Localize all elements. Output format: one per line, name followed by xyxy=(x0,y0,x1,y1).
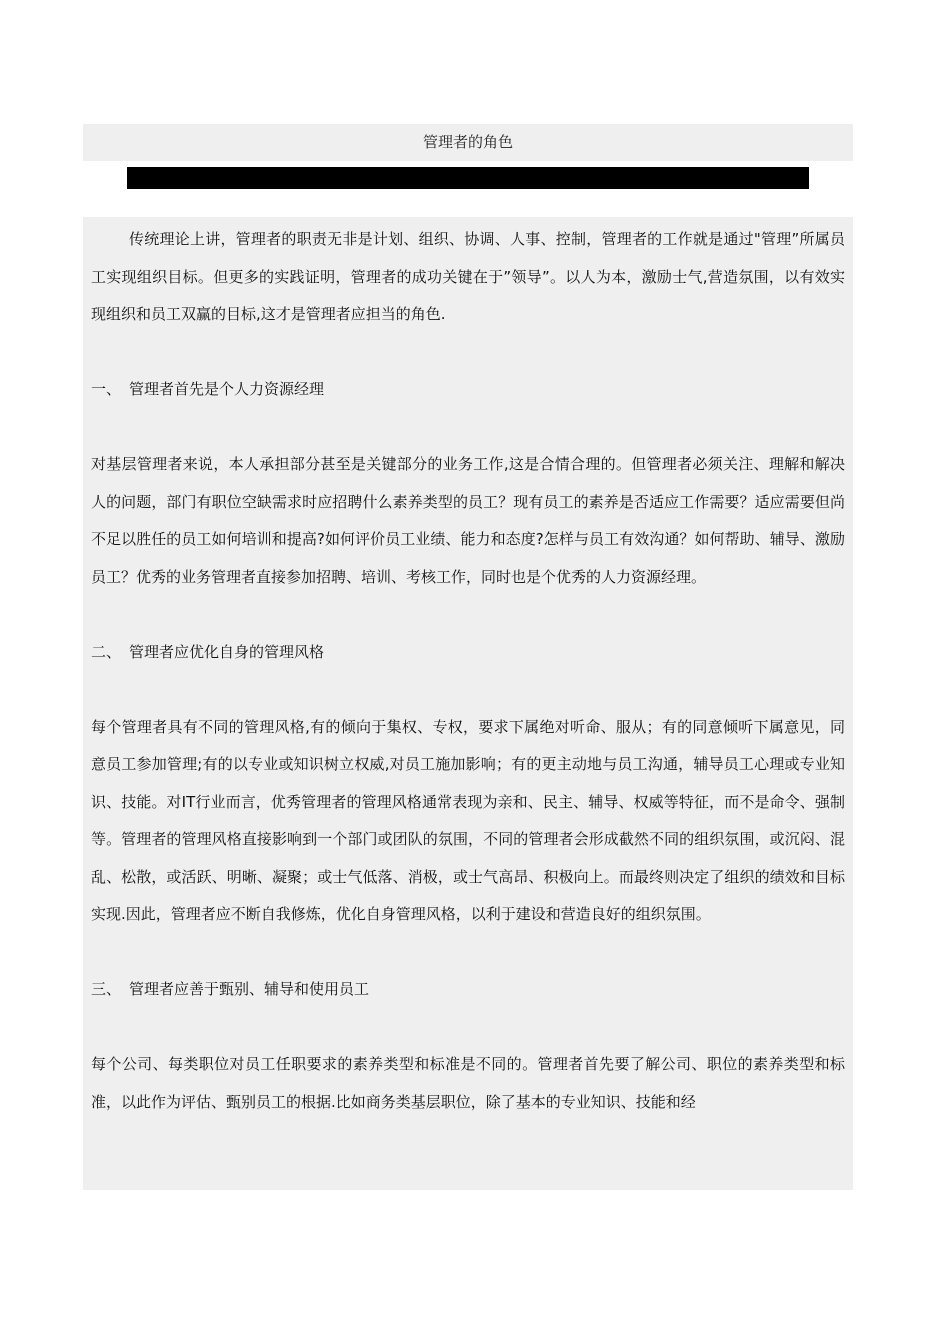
section-body-1: 对基层管理者来说，本人承担部分甚至是关键部分的业务工作,这是合情合理的。但管理者必须关注、理解和解决人的问题，部门有职位空缺需求时应招聘什么素养类型的员工？现有员工的素养是否适应工作需要？适应需要但尚不足以胜任的员工如何培训和提高?如何评价员工业绩、能力和态度?怎样与员工有效沟通？如何帮助、辅导、激励员工？优秀的业务管理者直接参加招聘、培训、考核工作，同时也是个优秀的人力资源经理。 xyxy=(91,455,845,586)
section-title: 管理者应优化自身的管理风格 xyxy=(129,642,325,661)
document-title: 管理者的角色 xyxy=(83,124,853,161)
section-body-2: 每个管理者具有不同的管理风格,有的倾向于集权、专权，要求下属绝对听命、服从；有的同意倾听下属意见，同意员工参加管理;有的以专业或知识树立权威,对员工施加影响；有的更主动地与员工沟通，辅导员工心理或专业知识、技能。对IT行业而言，优秀管理者的管理风格通常表现为亲和、民主、辅导、权威等特征，而不是命令、强制等。管理者的管理风格直接影响到一个部门或团队的氛围，不同的管理者会形成截然不同的组织氛围，或沉闷、混乱、松散，或活跃、明晰、凝聚；或士气低落、消极，或士气高昂、积极向上。而最终则决定了组织的绩效和目标实现.因此，管理者应不断自我修炼，优化自身管理风格，以利于建设和营造良好的组织氛围。 xyxy=(91,717,845,923)
spacer xyxy=(91,596,845,634)
document-body xyxy=(83,217,853,1190)
section-heading-2 xyxy=(91,634,845,672)
redaction-bar xyxy=(127,167,809,189)
spacer xyxy=(91,409,845,447)
spacer xyxy=(91,934,845,972)
section-number: 一、 xyxy=(91,380,122,398)
intro-paragraph: 传统理论上讲，管理者的职责无非是计划、组织、协调、人事、控制，管理者的工作就是通过"管理”所属员工实现组织目标。但更多的实践证明，管理者的成功关键在于”领导”。以人为本，激励士气,营造氛围，以有效实现组织和员工双赢的目标,这才是管理者应担当的角色. xyxy=(91,230,845,323)
spacer xyxy=(91,334,845,372)
section-heading-3 xyxy=(91,971,845,1009)
section-body-3: 每个公司、每类职位对员工任职要求的素养类型和标准是不同的。管理者首先要了解公司、职位的素养类型和标准，以此作为评估、甄别员工的根据.比如商务类基层职位，除了基本的专业知识、技能和经 xyxy=(91,1055,845,1111)
spacer xyxy=(91,671,845,709)
section-number: 三、 xyxy=(91,980,122,998)
section-title: 管理者应善于甄别、辅导和使用员工 xyxy=(129,980,370,998)
section-number: 二、 xyxy=(91,642,122,661)
spacer xyxy=(91,1009,845,1047)
section-title: 管理者首先是个人力资源经理 xyxy=(129,380,325,398)
section-heading-1 xyxy=(91,371,845,409)
